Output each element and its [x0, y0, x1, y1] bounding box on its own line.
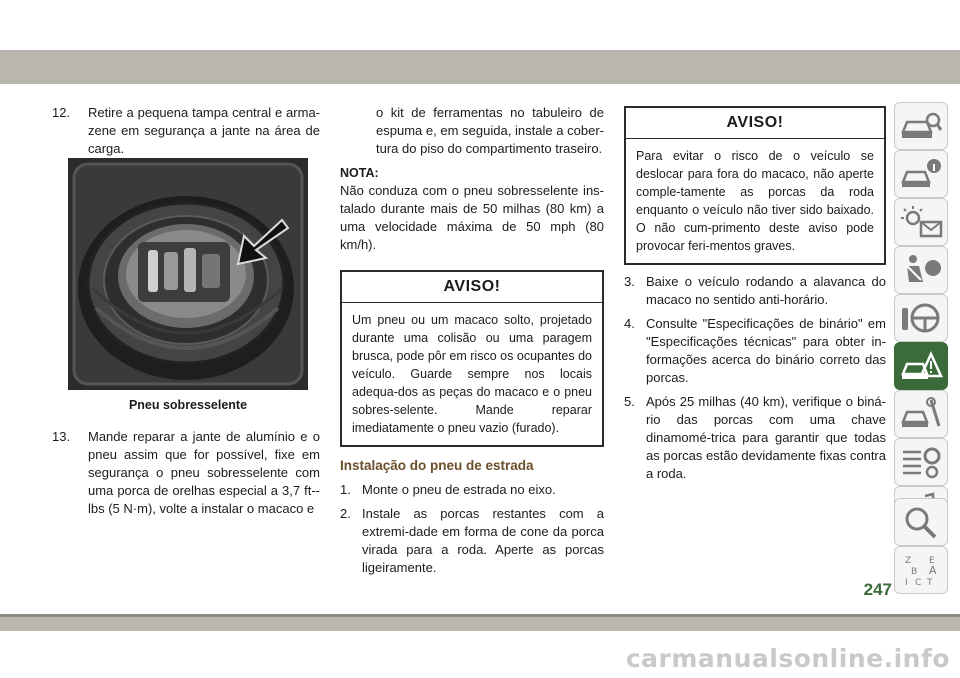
top-header-band [0, 50, 960, 84]
tab-search-magnifier[interactable] [894, 498, 948, 546]
spare-tire-photo [68, 158, 308, 390]
step-number: 1. [340, 482, 351, 497]
right-column [624, 106, 886, 489]
tab-starting-driving[interactable] [894, 294, 948, 342]
step-text: Instale as porcas restantes com a extremi-dade em forma de cone da porca virada para a roda. Aperte as porcas ligeiramente. [362, 506, 604, 575]
tab-car-search[interactable] [894, 102, 948, 150]
index-letters-icon [899, 552, 943, 588]
left-column [52, 104, 320, 164]
step-text: Baixe o veículo rodando a alavanca do macaco no sentido anti-horário. [646, 274, 886, 307]
seatbelt-airbag-icon [899, 252, 943, 288]
photo-caption: Pneu sobresselente [128, 398, 248, 412]
step-5 [624, 393, 886, 483]
index-letter-a: A [929, 564, 937, 577]
step-4 [624, 315, 886, 387]
step-3 [624, 273, 886, 309]
warning-box-right [624, 106, 886, 265]
car-tools-icon [899, 396, 943, 432]
index-letter-c: C [915, 578, 922, 588]
page-number: 247 [863, 580, 892, 599]
tab-car-info[interactable] [894, 150, 948, 198]
warning-box [340, 270, 604, 447]
step-text: Retire a pequena tampa central e arma-zene em segurança a jante na área de carga. [88, 105, 320, 156]
tab-warning-lights[interactable] [894, 198, 948, 246]
car-search-icon [899, 108, 943, 144]
car-info-icon [899, 156, 943, 192]
warning-title: AVISO! [342, 272, 602, 303]
bottom-footer-band [0, 614, 960, 631]
note-label: NOTA: [340, 166, 379, 180]
step-number: 5. [624, 394, 635, 409]
index-letter-e: E [929, 556, 935, 566]
watermark: carmanualsonline.info [625, 644, 950, 673]
step-number: 4. [624, 316, 635, 331]
step-number: 12. [52, 105, 71, 120]
step-2 [340, 505, 604, 577]
continued-paragraph: o kit de ferramentas no tabuleiro de espuma e, em seguida, instale a cober-tura do piso do compartimento traseiro. [376, 105, 604, 156]
tab-technical-specs[interactable] [894, 438, 948, 486]
magnifier-search-icon [899, 504, 943, 540]
step-text: Após 25 milhas (40 km), verifique o biná-rio das porcas com uma chave dinamomé-trica para garantir que todas as porcas estão devidamente fixas contra a roda. [646, 394, 886, 481]
step-number: 2. [340, 506, 351, 521]
specs-gear-icon [899, 444, 943, 480]
spare-tire-image [68, 158, 308, 390]
warning-lights-message-icon [899, 204, 943, 240]
step-13 [52, 428, 320, 518]
step-text: Mande reparar a jante de alumínio e o pneu assim que for possível, fixe em segurança o pneu sobresselente com uma porca de orelhas especial a 3,7 ft--lbs (5 N·m), volte a instalar o macaco e [88, 429, 320, 516]
step-12 [52, 104, 320, 158]
warning-title: AVISO! [626, 108, 884, 139]
steering-wheel-icon [899, 300, 943, 336]
index-letter-i: I [905, 578, 908, 588]
step-text: Monte o pneu de estrada no eixo. [362, 482, 556, 497]
step-number: 13. [52, 429, 71, 444]
index-letter-b: B [911, 567, 918, 577]
tab-emergency[interactable] [894, 342, 948, 390]
warning-text: Para evitar o risco de o veículo se deslocar para fora do macaco, não aperte comple-tamente as porcas da roda enquanto o veículo não tiver sido baixado. O não cum-primento deste aviso pode provocar feri-mentos graves. [636, 149, 874, 253]
index-letter-z: Z [905, 556, 912, 566]
step-number: 3. [624, 274, 635, 289]
tab-index[interactable] [894, 546, 948, 594]
note-text: Não conduza com o pneu sobresselente ins-talado durante mais de 50 milhas (80 km) a uma velocidade máxima de 50 mph (80 km/h). [340, 183, 604, 252]
car-emergency-icon [899, 348, 943, 384]
step-text: Consulte "Especificações de binário" em "Especificações técnicas" para obter in-formações acerca do binário correto das porcas. [646, 316, 886, 385]
warning-text: Um pneu ou um macaco solto, projetado durante uma colisão ou uma paragem brusca, pode pôr em risco os ocupantes do veículo. Guarde sempre nos locais adequa-dos as peças do macaco e o pneu sobres-selente. Mande reparar imediatamente o pneu vazio (furado). [352, 313, 592, 435]
tab-service-maintenance[interactable] [894, 390, 948, 438]
index-letter-t: T [927, 578, 933, 588]
left-column-lower [52, 428, 320, 524]
middle-column [340, 104, 604, 583]
section-heading: Instalação do pneu de estrada [340, 458, 534, 473]
tab-safety[interactable] [894, 246, 948, 294]
step-1 [340, 481, 604, 499]
